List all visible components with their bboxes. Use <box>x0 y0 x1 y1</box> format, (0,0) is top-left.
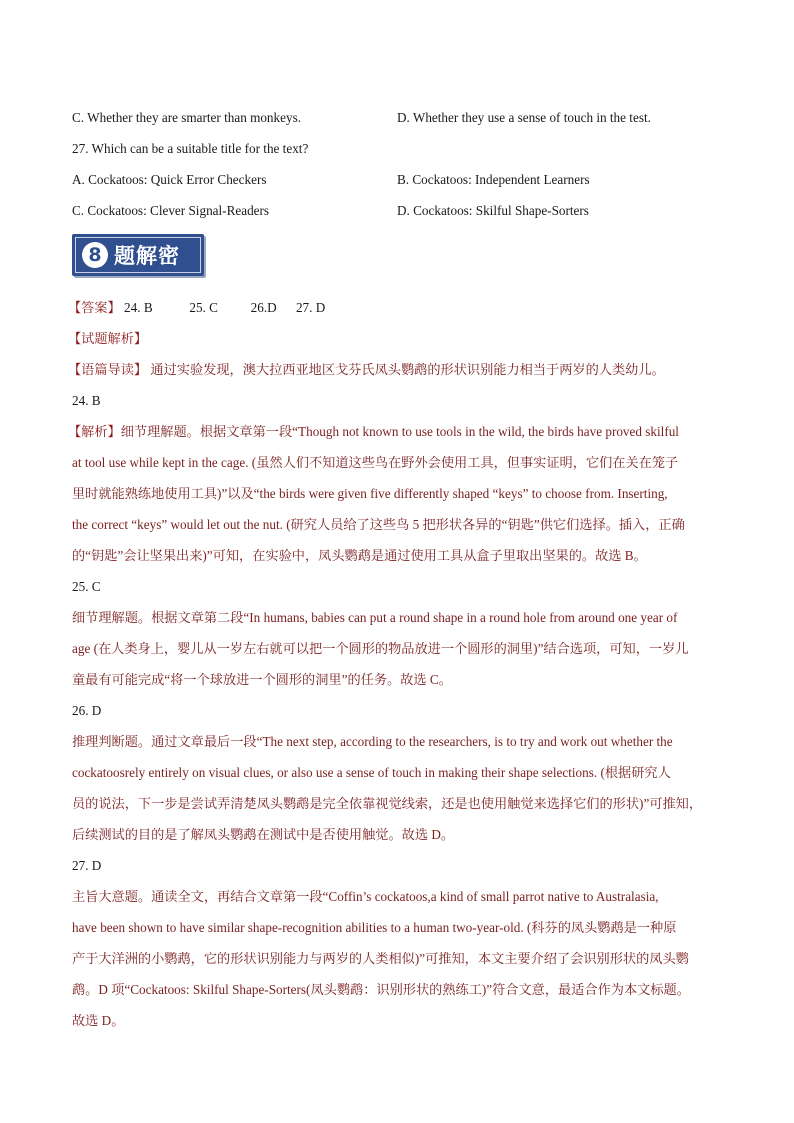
q26-line-1: 推理判断题。通过文章最后一段“The next step, according to the researchers, is to try and work out whether the <box>72 734 673 749</box>
q24-line-1 <box>68 416 722 447</box>
document-page <box>68 102 722 1036</box>
q25-line-3: 童最有可能完成“将一个球放进一个圆形的洞里”的任务。故选 C。 <box>72 672 452 687</box>
q27-option-a: A. Cockatoos: Quick Error Checkers <box>72 171 267 187</box>
badge-title: 题解密 <box>114 244 180 268</box>
q27-line-1: 主旨大意题。通读全文，再结合文章第一段“Coffin’s cockatoos,a kind of small parrot native to Australasia, <box>72 889 659 904</box>
answer-line <box>68 292 722 323</box>
section-badge <box>72 234 204 276</box>
guide-text: 通过实验发现，澳大拉西亚地区戈芬氏凤头鹦鹉的形状识别能力相当于两岁的人类幼儿。 <box>150 362 665 377</box>
q26-line-3: 员的说法，下一步是尝试弄清楚凤头鹦鹉是完全依靠视觉线索，还是也使用触觉来选择它们的形状)”可推知， <box>72 796 703 811</box>
q24-line-3: 里时就能熟练地使用工具)”以及“the birds were given five differently shaped “keys” to choose from. Inserting, <box>72 486 668 501</box>
q27-options-row-1 <box>72 164 722 195</box>
q26-option-c: C. Whether they are smarter than monkeys. <box>72 109 301 125</box>
analysis-heading: 【试题解析】 <box>68 331 148 346</box>
q26-options-row <box>72 102 722 133</box>
q26-number: 26. D <box>72 703 102 718</box>
q27-line-4: 鹉。D 项“Cockatoos: Skilful Shape-Sorters(凤头鹦鹉：识别形状的熟练工)”符合文意，最适合作为本文标题。 <box>72 982 690 997</box>
q24-line-5: 的“钥匙”会让坚果出来)”可知，在实验中，凤头鹦鹉是通过使用工具从盒子里取出坚果的。故选 B。 <box>72 548 647 563</box>
q26-option-d: D. Whether they use a sense of touch in the test. <box>397 109 651 125</box>
q27-options-row-2 <box>72 195 722 226</box>
q26-line-2: cockatoosrely entirely on visual clues, or also use a sense of touch in making their shape selections. (根据研究人 <box>72 765 671 780</box>
q27-option-d: D. Cockatoos: Skilful Shape-Sorters <box>397 202 589 218</box>
q27-line-2: have been shown to have similar shape-recognition abilities to a human two-year-old. (科芬的凤头鹦鹉是一种原 <box>72 920 677 935</box>
q24-text-1: 细节理解题。根据文章第一段“Though not known to use tools in the wild, the birds have proved skilful <box>120 424 679 439</box>
q27-option-b: B. Cockatoos: Independent Learners <box>397 171 590 187</box>
answer-27: 27. D <box>295 300 326 315</box>
q24-number: 24. B <box>72 393 101 408</box>
guide-line <box>68 354 722 385</box>
q27-number: 27. D <box>72 858 102 873</box>
answer-25: 25. C <box>189 300 218 315</box>
q26-line-4: 后续测试的目的是了解凤头鹦鹉在测试中是否使用触觉。故选 D。 <box>72 827 455 842</box>
q24-label: 【解析】 <box>68 424 121 439</box>
guide-label: 【语篇导读】 <box>68 362 148 377</box>
q27-stem: 27. Which can be a suitable title for the text? <box>72 141 309 156</box>
q25-number: 25. C <box>72 579 101 594</box>
q27-option-c: C. Cockatoos: Clever Signal-Readers <box>72 202 270 218</box>
answer-24: 24. B <box>124 300 153 315</box>
q24-line-4: the correct “keys” would let out the nut. (研究人员给了这些鸟 5 把形状各异的“钥匙”供它们选择。插入，正确 <box>72 517 685 532</box>
q27-line-5: 故选 D。 <box>72 1013 125 1028</box>
q24-line-2: at tool use while kept in the cage. (虽然人们不知道这些鸟在野外会使用工具，但事实证明，它们在关在笼子 <box>72 455 679 470</box>
answer-26: 26.D <box>250 300 277 315</box>
q27-line-3: 产于大洋洲的小鹦鹉，它的形状识别能力与两岁的人类相似)”可推知，本文主要介绍了会识别形状的凤头鹦 <box>72 951 689 966</box>
q25-line-1: 细节理解题。根据文章第二段“In humans, babies can put a round shape in a round hole from around one year of <box>72 610 678 625</box>
badge-number: 8 <box>82 242 108 268</box>
q25-line-2: age (在人类身上，婴儿从一岁左右就可以把一个圆形的物品放进一个圆形的洞里)”结合选项，可知，一岁儿 <box>72 641 689 656</box>
answer-label: 【答案】 <box>68 300 121 315</box>
